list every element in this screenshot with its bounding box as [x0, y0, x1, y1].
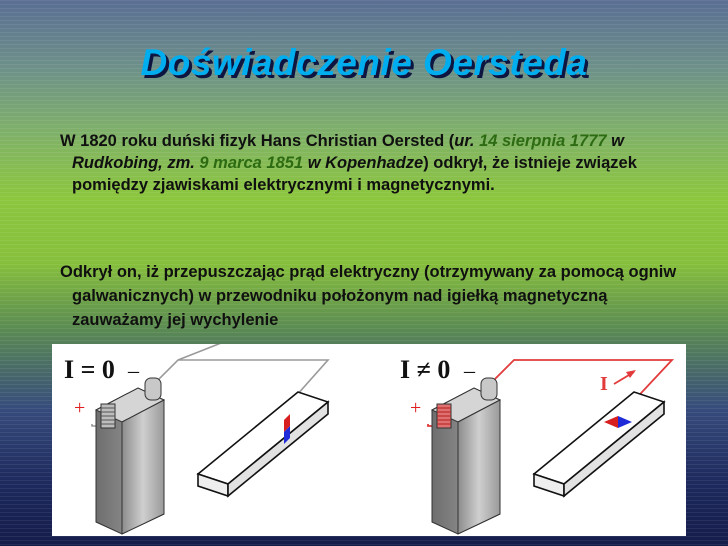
paragraph-1	[60, 130, 702, 196]
left-setup	[64, 344, 328, 534]
p1-ur: ur.	[454, 132, 475, 150]
p1-text-c: w Kopenhadze	[303, 154, 424, 172]
left-battery-minus-terminal	[145, 378, 161, 400]
slide-title: Doświadczenie Oersteda	[140, 42, 588, 83]
paragraph-2: Odkrył on, iż przepuszczając prąd elektryczny (otrzymywany za pomocą ogniw galwanicznych) w przewodniku położonym nad igiełką magnetyczną zauważamy jej wychylenie	[60, 263, 677, 329]
current-label: I	[600, 373, 608, 395]
p1-death-date: 9 marca 1851	[199, 154, 304, 172]
right-plus: +	[410, 397, 422, 419]
right-board-top	[534, 392, 664, 484]
right-battery-front	[458, 400, 500, 534]
label-i-zero: I = 0	[64, 355, 115, 384]
oersted-figure	[52, 344, 686, 536]
left-board-top	[198, 392, 328, 484]
p1-text-d: ) odkrył, że istnieje związek pomiędzy zjawiskami elektrycznymi i magnetycznymi.	[72, 154, 637, 194]
left-wire-top	[178, 344, 244, 360]
experiment-diagram	[52, 344, 686, 536]
right-setup	[400, 350, 672, 534]
left-minus: _	[128, 350, 139, 375]
p1-text-b: w Rudkobing, zm.	[72, 132, 624, 172]
left-battery-front	[122, 400, 164, 534]
right-minus: _	[464, 350, 475, 375]
p1-text-a: W 1820 roku duński fizyk Hans Christian Oersted (	[60, 132, 455, 150]
p1-birth-date: 14 sierpnia 1777	[479, 132, 607, 150]
label-i-nonzero: I ≠ 0	[400, 355, 451, 384]
right-battery-minus-terminal	[481, 378, 497, 400]
left-plus: +	[74, 397, 86, 419]
